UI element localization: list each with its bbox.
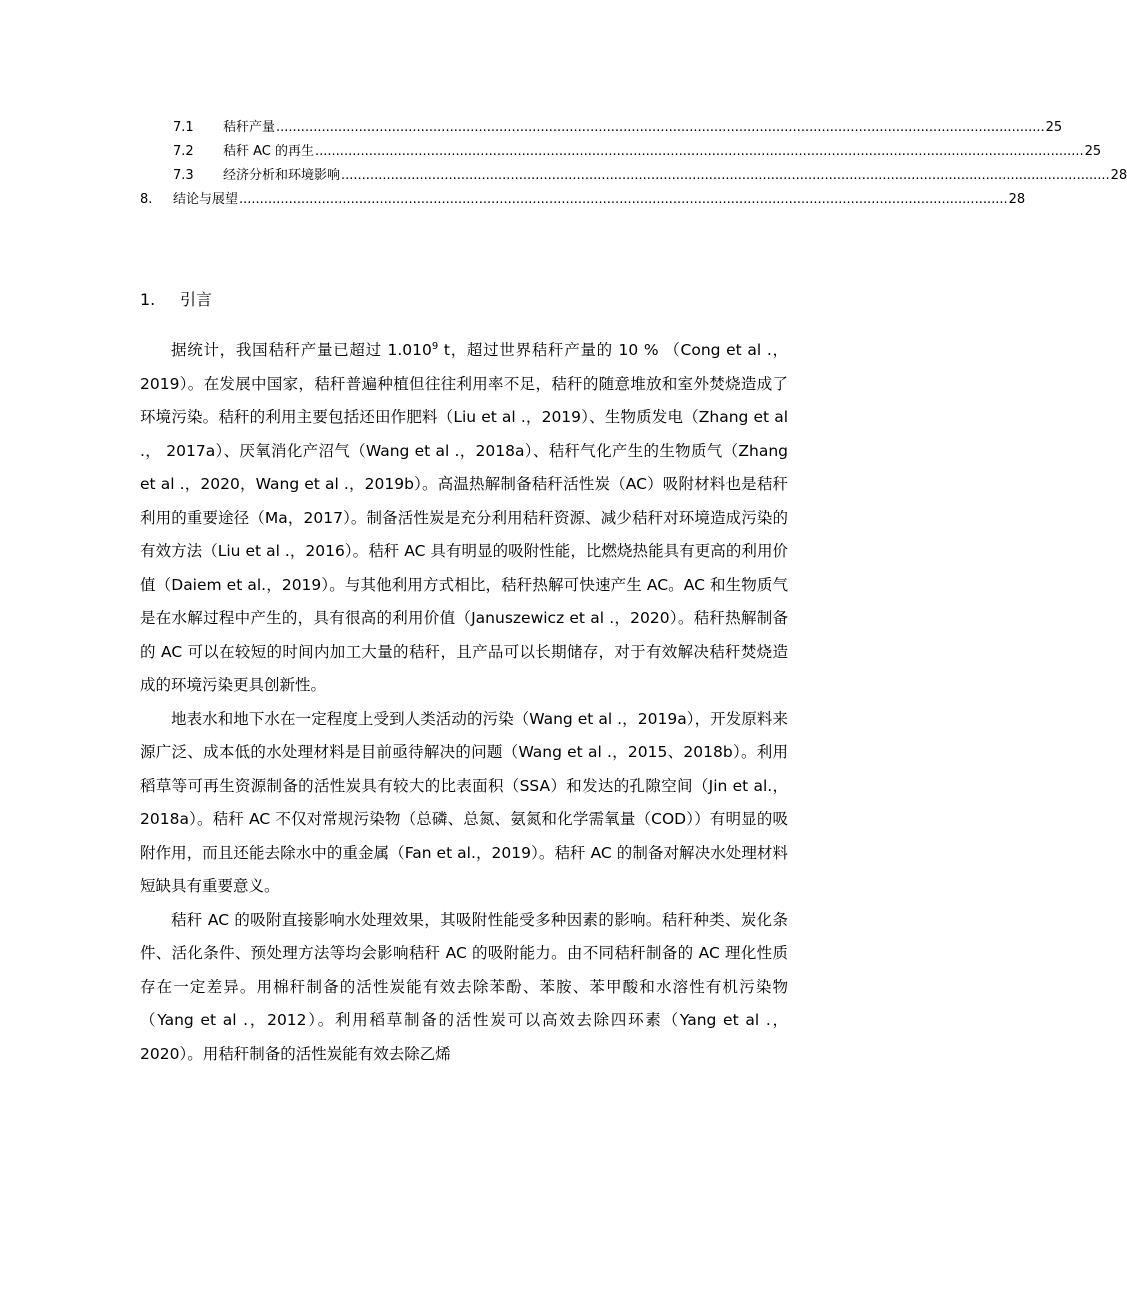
toc-entry-number: 7.1 [173,120,194,135]
toc-entry-page: 28 [1110,168,1127,183]
toc-entry-title: 结论与展望 [173,192,239,207]
paragraph: 地表水和地下水在一定程度上受到人类活动的污染（Wang et al .，2019a），开发原料来源广泛、成本低的水处理材料是目前亟待解决的问题（Wang et al .，2015、2018b）。利用稻草等可再生资源制备的活性炭具有较大的比表面积（SSA）和发达的孔隙空间（Jin et al.，2018a）。秸秆 AC 不仅对常规污染物（总磷、总氮、氨氮和化学需氧量（COD））有明显的吸附作用，而且还能去除水中的重金属（Fan et al.，2019）。秸秆 AC 的制备对解决水处理材料短缺具有重要意义。 [140,709,788,895]
toc-entry-number: 7.3 [173,168,194,183]
paragraph: 秸秆 AC 的吸附直接影响水处理效果，其吸附性能受多种因素的影响。秸秆种类、炭化条件、活化条件、预处理方法等均会影响秸秆 AC 的吸附能力。由不同秸秆制备的 AC 理化性质存在一定差异。用棉秆制备的活性炭能有效去除苯酚、苯胺、苯甲酸和水溶性有机污染物（Yang et al .，2012）。利用稻草制备的活性炭可以高效去除四环素（Yang et al .，2020）。用秸秆制备的活性炭能有效去除乙烯 [140,910,788,1063]
section-number: 1. [140,290,156,309]
toc-entry-title: 秸秆 AC 的再生 [223,144,315,159]
toc-leader-dots: .......................................................................................................................................................................................... [315,144,1084,159]
section-heading [140,286,212,314]
toc-leader-dots: .......................................................................................................................................................................................... [341,168,1110,183]
toc-entry-7-2[interactable] [140,140,1102,164]
toc-leader-dots: .......................................................................................................................................................................................... [276,120,1045,135]
table-of-contents [140,116,1127,212]
toc-entry-8[interactable] [140,188,1026,212]
toc-entry-title: 秸秆产量 [223,120,276,135]
toc-entry-7-1[interactable] [140,116,1063,140]
paragraph-text: 据统计，我国秸秆产量已超过 1.010 [171,341,432,359]
paragraph-text: t，超过世界秸秆产量的 10 % （Cong et al .，2019）。在发展中国家，秸秆普遍种植但往往利用率不足，秸秆的随意堆放和室外焚烧造成了环境污染。秸秆的利用主要包括还田作肥料（Liu et al .，2019）、生物质发电（Zhang et al .， 2017a）、厌氧消化产沼气（Wang et al .，2018a）、秸秆气化产生的生物质气（Zhang et al .，2020，Wang et al .，2019b）。高温热解制备秸秆活性炭（AC）吸附材料也是秸秆利用的重要途径（Ma，2017）。制备活性炭是充分利用秸秆资源、减少秸秆对环境造成污染的有效方法（Liu et al .，2016）。秸秆 AC 具有明显的吸附性能，比燃烧热能具有更高的利用价值（Daiem et al.，2019）。与其他利用方式相比，秸秆热解可快速产生 AC。AC 和生物质气是在水解过程中产生的，具有很高的利用价值（Januszewicz et al .，2020）。秸秆热解制备的 AC 可以在较短的时间内加工大量的秸秆，且产品可以长期储存，对于有效解决秸秆焚烧造成的环境污染更具创新性。 [140,341,788,694]
toc-entry-title: 经济分析和环境影响 [223,168,341,183]
toc-entry-page: 25 [1045,120,1063,135]
toc-leader-dots: .......................................................................................................................................................................................... [239,192,1008,207]
body-text [140,334,788,1071]
toc-entry-number: 8. [140,192,153,207]
paragraph [140,334,788,703]
toc-entry-7-3[interactable] [140,164,1127,188]
toc-entry-page: 25 [1084,144,1102,159]
section-title: 引言 [180,290,213,309]
toc-entry-page: 28 [1008,192,1026,207]
superscript: 9 [431,340,439,352]
toc-entry-number: 7.2 [173,144,194,159]
